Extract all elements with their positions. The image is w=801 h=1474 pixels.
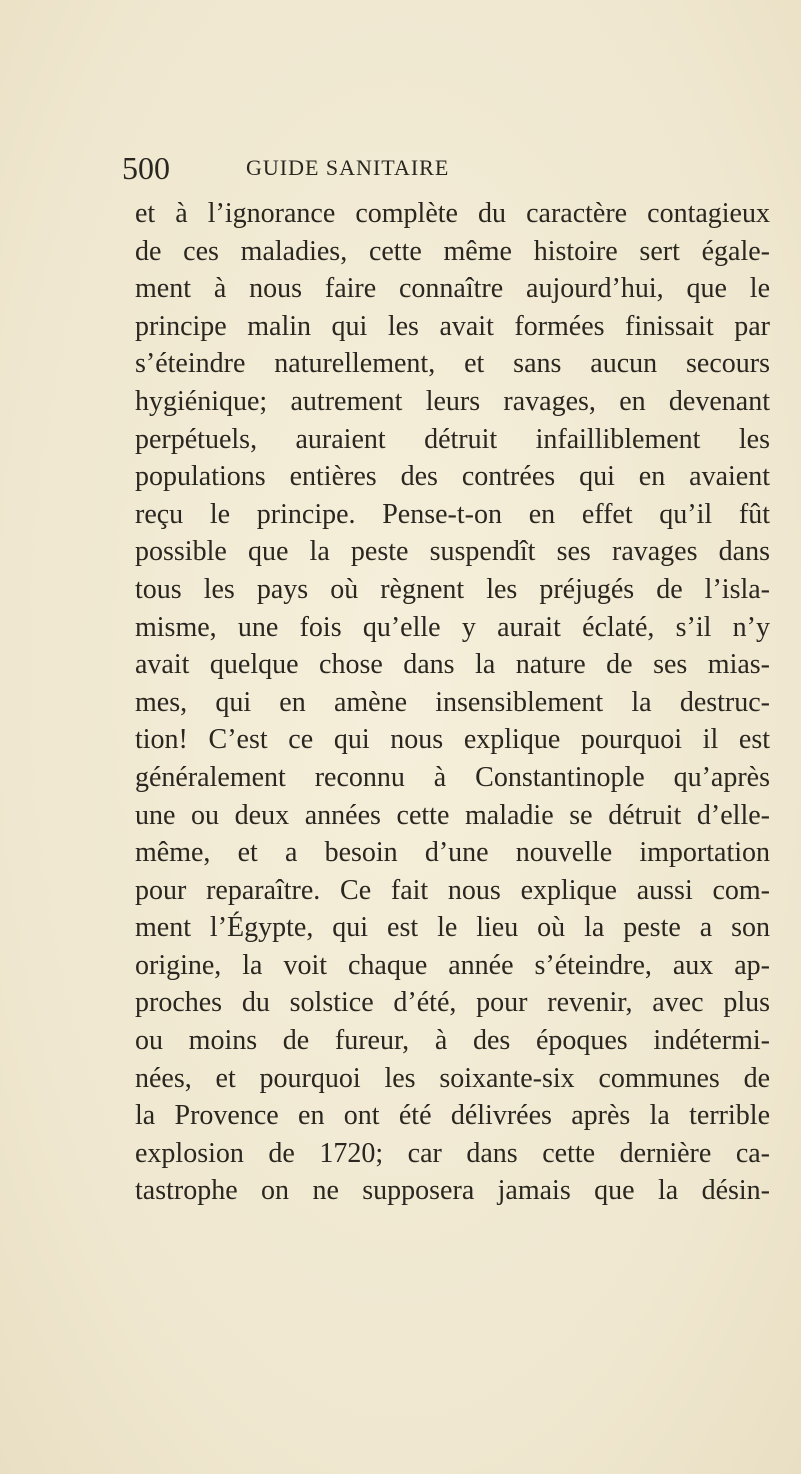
- text-line: origine, la voit chaque année s’éteindre, aux ap-: [135, 949, 770, 981]
- text-line: s’éteindre naturellement, et sans aucun secours: [135, 348, 770, 380]
- text-line: une ou deux années cette maladie se détruit d’elle-: [135, 799, 770, 831]
- text-line: misme, une fois qu’elle y aurait éclaté, s’il n’y: [135, 611, 770, 643]
- running-title: GUIDE SANITAIRE: [246, 155, 450, 180]
- text-line: de ces maladies, cette même histoire sert égale-: [135, 235, 770, 267]
- text-line: tion! C’est ce qui nous explique pourquoi il est: [135, 724, 770, 756]
- page-number: 500: [122, 150, 170, 186]
- text-line: perpétuels, auraient détruit infailliblement les: [135, 423, 770, 455]
- text-line: reçu le principe. Pense-t-on en effet qu’il fût: [135, 498, 770, 530]
- text-line: possible que la peste suspendît ses ravages dans: [135, 536, 770, 568]
- text-line: proches du solstice d’été, pour revenir, avec plus: [135, 987, 770, 1019]
- text-line: tastrophe on ne supposera jamais que la désin-: [135, 1175, 770, 1207]
- text-line: et à l’ignorance complète du caractère contagieux: [135, 198, 770, 229]
- text-line: populations entières des contrées qui en avaient: [135, 461, 770, 493]
- text-line: hygiénique; autrement leurs ravages, en devenant: [135, 385, 770, 417]
- text-line: ou moins de fureur, à des époques indétermi-: [135, 1025, 770, 1057]
- text-line: mes, qui en amène insensiblement la destruc-: [135, 686, 770, 718]
- text-line: nées, et pourquoi les soixante-six communes de: [135, 1062, 770, 1094]
- text-line: même, et a besoin d’une nouvelle importation: [135, 837, 770, 869]
- text-line: généralement reconnu à Constantinople qu’après: [135, 761, 770, 793]
- text-line: principe malin qui les avait formées finissait par: [135, 310, 770, 342]
- text-line: explosion de 1720; car dans cette dernière ca-: [135, 1137, 770, 1169]
- text-line: tous les pays où règnent les préjugés de l’isla-: [135, 573, 770, 605]
- text-line: avait quelque chose dans la nature de ses mias-: [135, 649, 770, 681]
- text-line: pour reparaître. Ce fait nous explique aussi com-: [135, 874, 770, 906]
- page-header: [122, 148, 782, 188]
- text-line: ment à nous faire connaître aujourd’hui, que le: [135, 273, 770, 305]
- text-line: la Provence en ont été délivrées après la terrible: [135, 1100, 770, 1132]
- body-text: [135, 195, 770, 1210]
- text-line: ment l’Égypte, qui est le lieu où la peste a son: [135, 912, 770, 944]
